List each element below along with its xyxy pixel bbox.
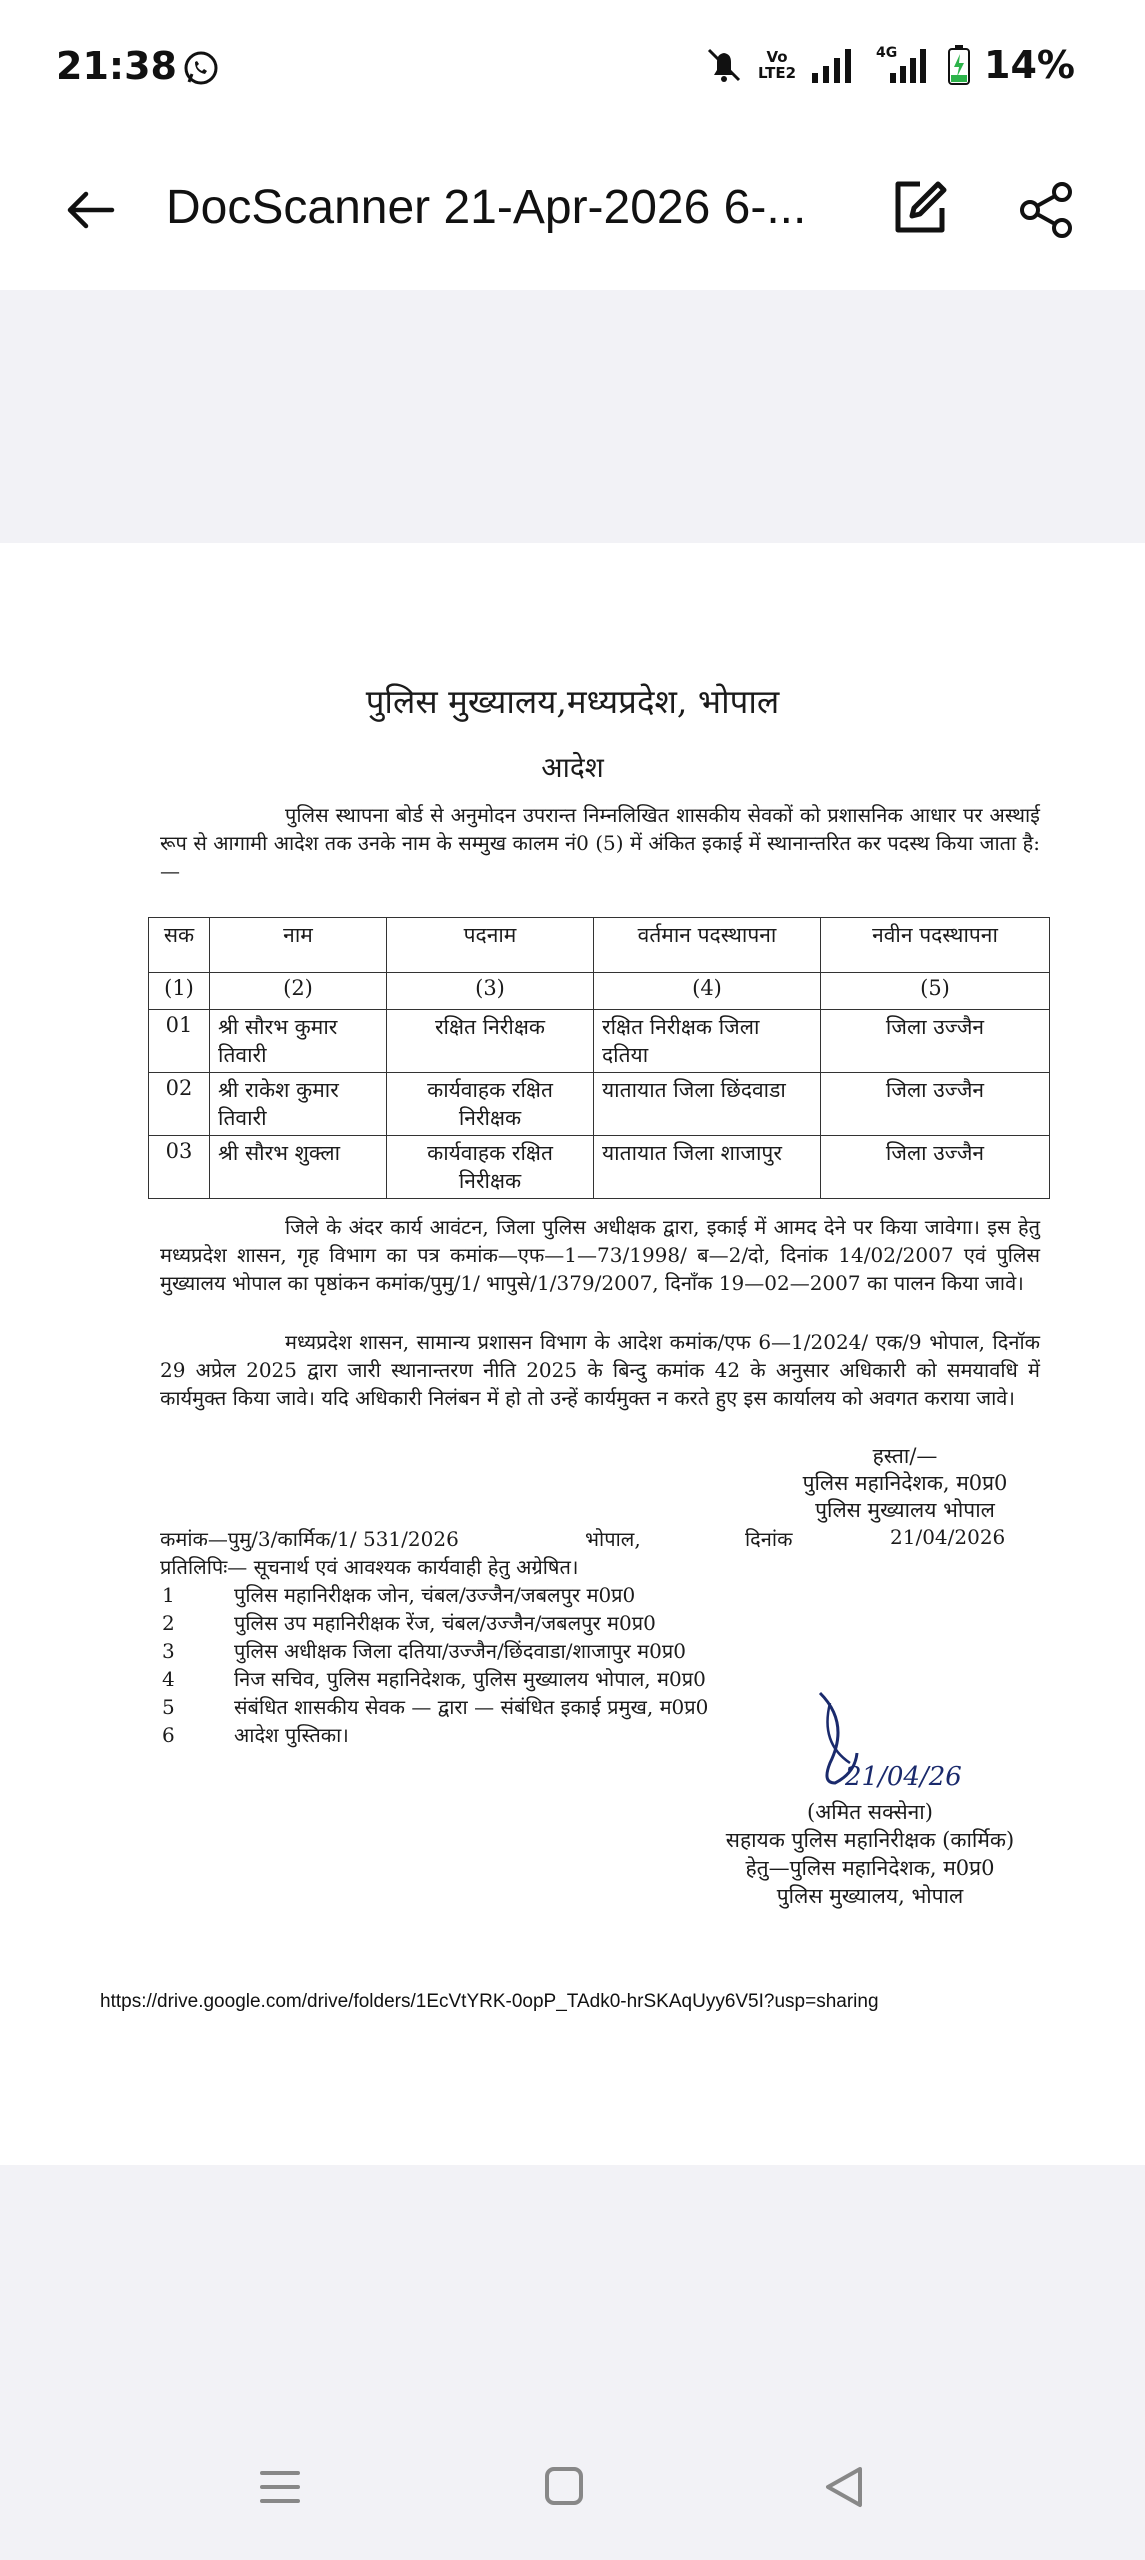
cell-designation: रक्षित निरीक्षक	[387, 1010, 594, 1073]
list-item: 1 पुलिस महानिरीक्षक जोन, चंबल/उज्जैन/जबलपुर म0प्र0	[162, 1583, 636, 1607]
intro-paragraph: पुलिस स्थापना बोर्ड से अनुमोदन उपरान्त निम्नलिखित शासकीय सेवकों को प्रशासनिक आधार पर अस्थाई रूप से आगामी आदेश तक उनके नाम के सम्मुख कालम नं0 (5) में अंकित इकाई में स्थानान्तरित कर पदस्थ किया जाता है:—	[160, 803, 1040, 883]
viewer-background	[0, 290, 1145, 543]
table-header: पदनाम	[387, 918, 594, 973]
cell-name: श्री सौरभ कुमार तिवारी	[210, 1010, 387, 1073]
table-header: नाम	[210, 918, 387, 973]
reference-date: 21/04/2026	[890, 1525, 1006, 1549]
dgp-signoff: हस्ता/— पुलिस महानिदेशक, म0प्र0 पुलिस मुख्यालय भोपाल	[802, 1444, 1008, 1522]
status-icons	[704, 40, 1075, 90]
cell-current-posting: यातायात जिला शाजापुर	[594, 1136, 821, 1199]
column-number: (1)	[149, 973, 210, 1010]
copy-to-heading: प्रतिलिपिः— सूचनार्थ एवं आवश्यक कार्यवाही हेतु अग्रेषित।	[160, 1555, 579, 1579]
volte-indicator: Vo LTE2	[758, 48, 797, 82]
battery-charging-icon	[948, 45, 970, 85]
document-page[interactable]	[0, 543, 1145, 2165]
cell-name: श्री सौरभ शुक्ला	[210, 1136, 387, 1199]
home-icon[interactable]	[544, 2466, 584, 2506]
handwritten-date: 21/04/26	[845, 1762, 962, 1792]
drive-link[interactable]: https://drive.google.com/drive/folders/1EcVtYRK-0opP_TAdk0-hrSKAqUyy6V5I?usp=sharing	[100, 1991, 879, 2012]
edit-icon[interactable]	[890, 178, 950, 238]
handwritten-signature	[800, 1683, 970, 1813]
aig-signoff: (अमित सक्सेना) सहायक पुलिस महानिरीक्षक (कार्मिक) हेतु—पुलिस महानिदेशक, म0प्र0 पुलिस मुख्यालय, भोपाल	[725, 1800, 1015, 1908]
list-item: 6 आदेश पुस्तिका।	[162, 1723, 349, 1747]
battery-percentage: 14%	[984, 43, 1075, 87]
table-header: नवीन पदस्थापना	[821, 918, 1050, 973]
cell-new-posting: जिला उज्जैन	[821, 1073, 1050, 1136]
signal-icon	[810, 47, 856, 83]
instruction-paragraph: जिले के अंदर कार्य आवंटन, जिला पुलिस अधीक्षक द्वारा, इकाई में आमद देने पर किया जावेगा। इस हेतु मध्यप्रदेश शासन, गृह विभाग का पत्र कमांक—एफ—1—73/1998/ ब—2/दो, दिनांक 14/02/2007 एवं पुलिस मुख्यालय भोपाल का पृष्ठांकन कमांक/पुमु/1/ भापुसे/1/379/2007, दिनाँक 19—02—2007 का पालन किया जावे।	[160, 1215, 1040, 1295]
mute-icon	[704, 45, 744, 85]
cell-designation: कार्यवाहक रक्षित निरीक्षक	[387, 1073, 594, 1136]
table-row	[149, 1073, 1050, 1136]
cell-sn: 01	[149, 1010, 210, 1073]
cell-sn: 02	[149, 1073, 210, 1136]
table-row	[149, 1010, 1050, 1073]
list-item: 3 पुलिस अधीक्षक जिला दतिया/उज्जैन/छिंदवाडा/शाजापुर म0प्र0	[162, 1639, 686, 1663]
document-title: DocScanner 21-Apr-2026 6-...	[166, 181, 807, 234]
cell-designation: कार्यवाहक रक्षित निरीक्षक	[387, 1136, 594, 1199]
network-type-label: 4G	[876, 45, 898, 61]
document-heading: पुलिस मुख्यालय,मध्यप्रदेश, भोपाल	[365, 682, 780, 721]
column-number: (5)	[821, 973, 1050, 1010]
app-bar	[0, 140, 1145, 290]
cell-new-posting: जिला उज्जैन	[821, 1136, 1050, 1199]
status-time: 21:38	[56, 44, 177, 88]
menu-icon[interactable]	[258, 2465, 302, 2509]
reference-place: भोपाल,	[585, 1527, 641, 1551]
whatsapp-icon	[183, 50, 219, 86]
cell-current-posting: रक्षित निरीक्षक जिला दतिया	[594, 1010, 821, 1073]
table-header: सक	[149, 918, 210, 973]
column-number: (3)	[387, 973, 594, 1010]
cell-new-posting: जिला उज्जैन	[821, 1010, 1050, 1073]
list-item: 2 पुलिस उप महानिरीक्षक रेंज, चंबल/उज्जैन/जबलपुर म0प्र0	[162, 1611, 656, 1635]
reference-date-label: दिनांक	[745, 1527, 793, 1551]
cell-sn: 03	[149, 1136, 210, 1199]
column-number: (2)	[210, 973, 387, 1010]
cell-name: श्री राकेश कुमार तिवारी	[210, 1073, 387, 1136]
list-item: 4 निज सचिव, पुलिस महानिदेशक, पुलिस मुख्यालय भोपाल, म0प्र0	[162, 1667, 706, 1691]
navigation-bar	[0, 2420, 1145, 2560]
network-signal	[870, 45, 934, 85]
viewer-background	[0, 2165, 1145, 2420]
status-bar	[0, 0, 1145, 140]
cell-current-posting: यातायात जिला छिंदवाडा	[594, 1073, 821, 1136]
column-number: (4)	[594, 973, 821, 1010]
table-row	[149, 1136, 1050, 1199]
transfer-table	[148, 917, 1050, 1199]
share-icon[interactable]	[1018, 180, 1074, 240]
back-triangle-icon[interactable]	[822, 2464, 866, 2510]
document-subheading: आदेश	[541, 751, 604, 784]
list-item: 5 संबंधित शासकीय सेवक — द्वारा — संबंधित इकाई प्रमुख, म0प्र0	[162, 1695, 709, 1719]
back-arrow-icon[interactable]	[62, 182, 118, 238]
table-header: वर्तमान पदस्थापना	[594, 918, 821, 973]
reference-number: कमांक—पुमु/3/कार्मिक/1/ 531/2026	[160, 1527, 459, 1551]
policy-paragraph: मध्यप्रदेश शासन, सामान्य प्रशासन विभाग के आदेश कमांक/एफ 6—1/2024/ एक/9 भोपाल, दिनॉक 29 अप्रेल 2025 द्वारा जारी स्थानान्तरण नीति 2025 के बिन्दु कमांक 42 के अनुसार अधिकारी को समयावधि में कार्यमुक्त किया जावे। यदि अधिकारी निलंबन में हो तो उन्हें कार्यमुक्त न करते हुए इस कार्यालय को अवगत कराया जावे।	[160, 1330, 1040, 1410]
